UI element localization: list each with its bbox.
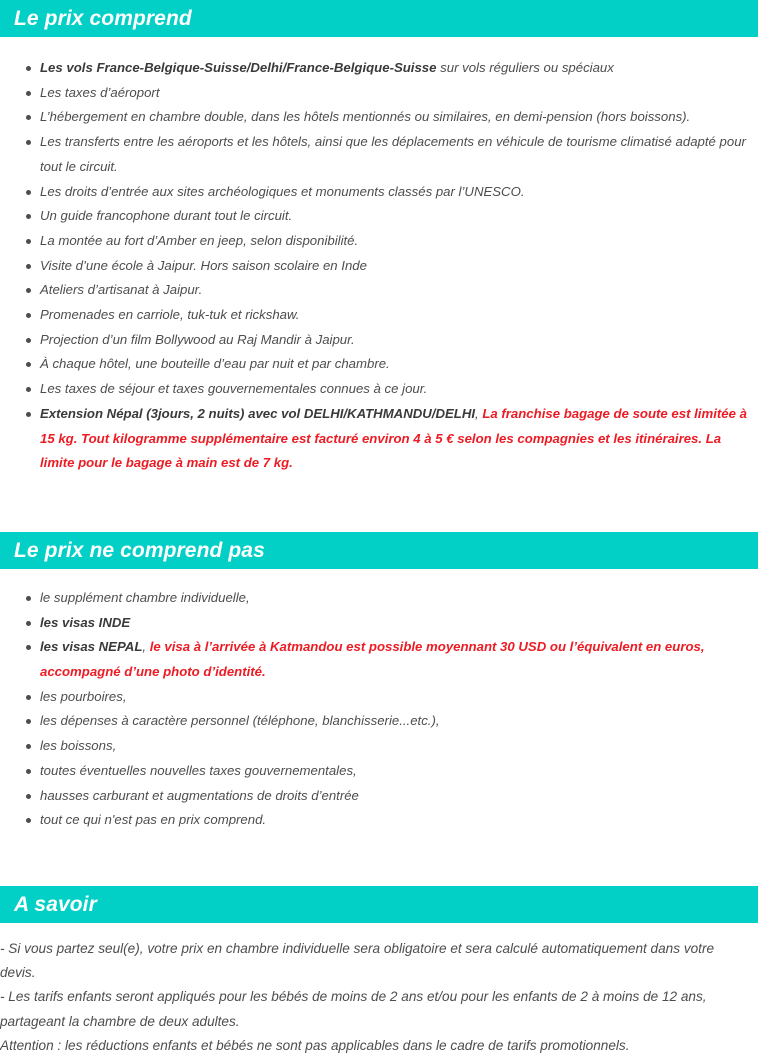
not-included-list [0, 569, 758, 833]
note-paragraph: Attention : les réductions enfants et bébés ne sont pas applicables dans le cadre de tarifs promotionnels. [0, 1037, 630, 1053]
list-item-text: les boissons, [40, 738, 117, 754]
list-item-text: hausses carburant et augmentations de droits d’entrée [40, 787, 359, 803]
section-spacer-2 [0, 833, 758, 886]
list-item-text: La montée au fort d’Amber en jeep, selon disponibilité. [40, 232, 359, 248]
list-item-text: les dépenses à caractère personnel (téléphone, blanchisserie...etc.), [40, 713, 440, 729]
list-item [0, 328, 758, 353]
list-item-text: Visite d’une école à Jaipur. Hors saison scolaire en Inde [40, 257, 367, 273]
list-item [0, 685, 758, 710]
list-item [0, 759, 758, 784]
list-item-text: À chaque hôtel, une bouteille d’eau par nuit et par chambre. [40, 356, 390, 372]
section-spacer-1 [0, 476, 758, 532]
list-item-bold-text: Extension Népal (3jours, 2 nuits) avec vol DELHI/KATHMANDU/DELHI [40, 405, 476, 421]
note-paragraph: - Les tarifs enfants seront appliqués pour les bébés de moins de 2 ans et/ou pour les enfants de 2 à moins de 12 ans, partageant la chambre de deux adultes. [0, 989, 707, 1029]
included-list [0, 37, 758, 476]
list-item-text: tout ce qui n'est pas en prix comprend. [40, 812, 267, 828]
list-item-text: Projection d’un film Bollywood au Raj Mandir à Jaipur. [40, 331, 355, 347]
list-item-text: Les taxes de séjour et taxes gouvernementales connues à ce jour. [40, 381, 428, 397]
list-item [0, 254, 758, 279]
list-item-bold-text: les visas NEPAL [40, 639, 143, 655]
list-item [0, 709, 758, 734]
list-item-text: Les taxes d’aéroport [40, 84, 160, 100]
list-item [0, 377, 758, 402]
list-item-text: sur vols réguliers ou spéciaux [436, 60, 614, 75]
list-item [0, 734, 758, 759]
list-item [0, 180, 758, 205]
list-item-text: Un guide francophone durant tout le circuit. [40, 208, 293, 224]
list-item-text: , [142, 639, 150, 655]
list-item-highlight-text: le visa à l’arrivée à Katmandou est possible moyennant 30 USD ou l’équivalent en euros, accompagné d’une photo d’identité. [40, 639, 705, 680]
list-item [0, 81, 758, 106]
list-item-text: Les droits d’entrée aux sites archéologiques et monuments classés par l’UNESCO. [40, 183, 525, 199]
list-item [0, 56, 758, 81]
section-header-good-to-know: A savoir [0, 886, 758, 923]
list-item [0, 204, 758, 229]
list-item [0, 130, 758, 179]
list-item-text: les pourboires, [40, 688, 127, 704]
list-item-highlight-text: La franchise bagage de soute est limitée à 15 kg. Tout kilogramme supplémentaire est facturé environ 4 à 5 € selon les compagnies et les itinéraires. La limite pour le bagage à main est de 7 kg. [40, 405, 747, 471]
list-item-text: L’hébergement en chambre double, dans les hôtels mentionnés ou similaires, en demi-pension (hors boissons). [40, 109, 691, 125]
list-item-text: Promenades en carriole, tuk-tuk et rickshaw. [40, 307, 300, 323]
list-item [0, 586, 758, 611]
list-item [0, 784, 758, 809]
section-header-included: Le prix comprend [0, 0, 758, 37]
list-item [0, 278, 758, 303]
list-item [0, 352, 758, 377]
list-item [0, 635, 758, 684]
good-to-know-notes [0, 923, 758, 1058]
list-item [0, 402, 758, 476]
list-item-text: Les transferts entre les aéroports et les hôtels, ainsi que les déplacements en véhicule de tourisme climatisé adapté pour tout le circuit. [40, 134, 746, 174]
list-item [0, 808, 758, 833]
list-item [0, 229, 758, 254]
list-item [0, 611, 758, 636]
list-item-text: le supplément chambre individuelle, [40, 589, 250, 605]
list-item [0, 105, 758, 130]
list-item-text: , [475, 405, 483, 421]
list-item [0, 303, 758, 328]
section-header-not-included: Le prix ne comprend pas [0, 532, 758, 569]
list-item-text: Ateliers d’artisanat à Jaipur. [40, 282, 203, 298]
list-item-text: toutes éventuelles nouvelles taxes gouvernementales, [40, 762, 357, 778]
list-item-bold-text: Les vols France-Belgique-Suisse/Delhi/France-Belgique-Suisse [40, 60, 437, 75]
note-paragraph: - Si vous partez seul(e), votre prix en chambre individuelle sera obligatoire et sera calculé automatiquement dans votre devis. [0, 940, 715, 981]
list-item-bold-text: les visas INDE [40, 614, 131, 630]
